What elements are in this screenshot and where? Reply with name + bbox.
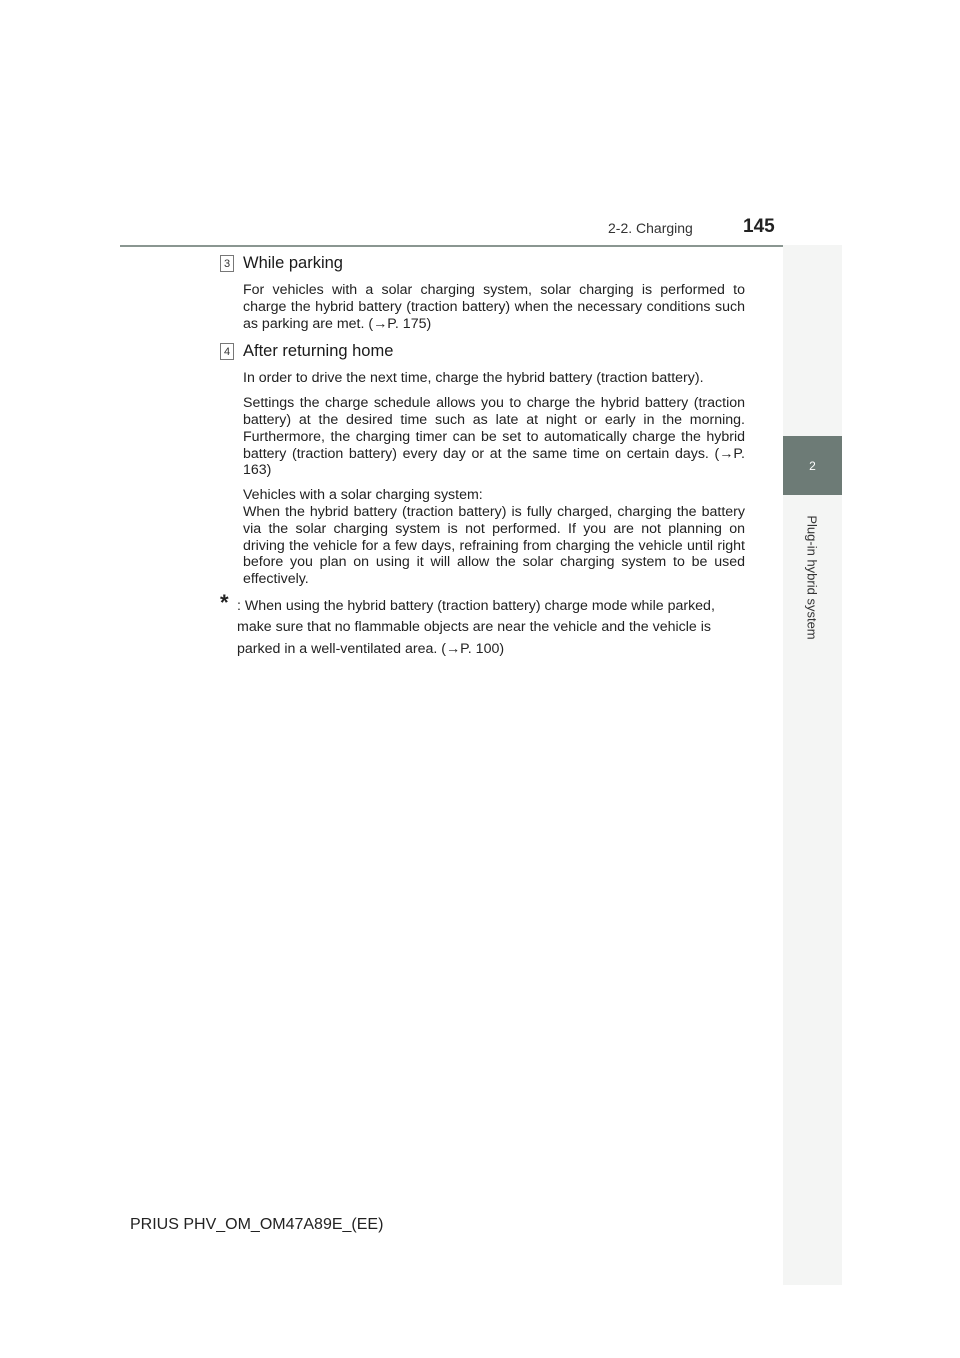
footnote-mark: *: [220, 589, 229, 615]
step-3: [220, 254, 745, 332]
step-title: After returning home: [243, 342, 394, 361]
page-number: 145: [743, 216, 775, 237]
paragraph: When the hybrid battery (traction battery) is fully charged, charging the battery via the solar charging system is not performed. If you are not planning on driving the vehicle for a few days, refraining from charging the vehicle until right before you plan on using it will allow the solar charging system to be used effectively.: [243, 503, 745, 588]
paragraph: Settings the charge schedule allows you to charge the hybrid battery (traction battery) at the desired time such as late at night or early in the morning. Furthermore, the charging timer can be set to automatically charge the hybrid battery (traction battery) every day or at the same time on certain days. (→P. 163): [243, 395, 745, 479]
header-divider: [120, 245, 842, 247]
header-section-title: 2-2. Charging: [608, 220, 693, 236]
step-title: While parking: [243, 254, 343, 272]
main-content: [220, 254, 745, 660]
step-heading: [220, 342, 745, 361]
side-tab-strip: [783, 245, 842, 1285]
footnote: [220, 589, 745, 661]
step-number-box: 3: [220, 255, 234, 272]
chapter-title: Plug-in hybrid system: [804, 515, 820, 640]
chapter-number: 2: [809, 458, 816, 473]
paragraph: In order to drive the next time, charge the hybrid battery (traction battery).: [243, 370, 704, 387]
step-heading: [220, 254, 745, 273]
paragraph: Vehicles with a solar charging system:: [243, 487, 483, 504]
chapter-tab: [783, 436, 842, 495]
step-4: [220, 342, 745, 588]
paragraph: For vehicles with a solar charging system, solar charging is performed to charge the hybrid battery (traction battery) when the necessary conditions such as parking are met. (→P. 175): [243, 282, 745, 332]
step-number-box: 4: [220, 343, 234, 360]
manual-code: PRIUS PHV_OM_OM47A89E_(EE): [130, 1216, 384, 1233]
footnote-text: : When using the hybrid battery (traction battery) charge mode while parked, make sure that no flammable objects are near the vehicle and the vehicle is parked in a well-ventilated area. (→P. 100): [237, 597, 715, 657]
